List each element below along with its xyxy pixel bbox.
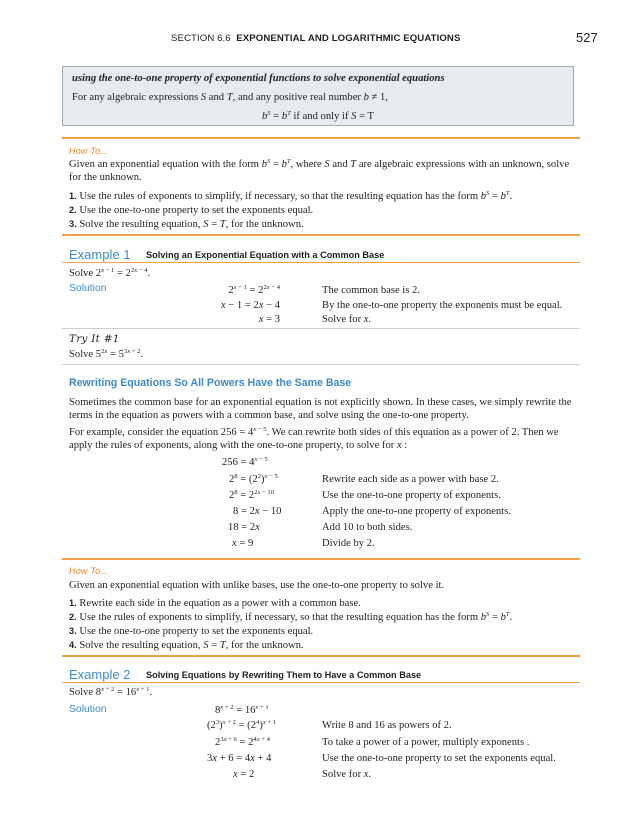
example1-row-1 (0, 284, 630, 298)
step-number: 1. (69, 598, 77, 608)
equation-note: To take a power of a power, multiply exponents . (322, 737, 530, 748)
equation-note: By the one-to-one property the exponents must be equal. (322, 300, 563, 311)
definition-title: using the one-to-one property of exponential functions to solve exponential equations (72, 73, 445, 84)
equation-note: Write 8 and 16 as powers of 2. (322, 720, 452, 731)
equation-note: Solve for x. (322, 769, 372, 780)
equation-note: Use the one-to-one property to set the exponents equal. (322, 753, 556, 764)
howto1-label: How To... (69, 146, 109, 156)
step-text: Rewrite each side in the equation as a power with a common base. (79, 598, 361, 609)
example2-row-4 (0, 752, 630, 766)
step-number: 1. (69, 191, 77, 201)
equation: x = 3 (258, 314, 280, 325)
example2-solution-label: Solution (69, 704, 107, 715)
equation: x = 2 (233, 769, 255, 780)
howto2-intro: Given an exponential equation with unlike bases, use the one-to-one property to solve it. (69, 580, 445, 591)
example1-title: Solving an Exponential Equation with a Common Base (146, 250, 385, 260)
howto1-bottom-rule (62, 234, 580, 236)
step-number: 2. (69, 612, 77, 622)
section-header (171, 33, 460, 44)
example2-rule (62, 682, 580, 683)
rewrite-row-2 (0, 473, 630, 487)
running-header (0, 30, 630, 47)
howto1-step-2 (69, 204, 579, 217)
equation: $(2^3)^{x + 2} = (2^4)^{x + 1}$ (207, 719, 277, 731)
example1-solution-label: Solution (69, 283, 107, 294)
equation-note: The common base is 2. (322, 285, 420, 296)
howto2-step-2: 2. Use the rules of exponents to simplify, if necessary, so that the resulting equation has the form $b^S = b^T$. (69, 611, 513, 623)
example2-row-5 (0, 768, 630, 782)
equation: x − 1 = 2x − 4 (220, 300, 280, 311)
step-text: Use the one-to-one property to set the exponents equal. (79, 205, 314, 216)
howto2-label: How To... (69, 566, 109, 576)
rewrite-row-4 (0, 505, 630, 519)
section-title: EXPONENTIAL AND LOGARITHMIC EQUATIONS (236, 33, 461, 44)
example2-row-3 (0, 736, 630, 750)
equation: $2^{3x + 6} = 2^{4x + 4}$ (215, 736, 270, 748)
paragraph-2: For example, consider the equation $256 = 4^{x - 5}$. We can rewrite both sides of this equation as a power of 2. Then we apply the rules of exponents, along with the one-to-one property, to solve for x : (69, 426, 559, 451)
paragraph-1: Sometimes the common base for an exponential equation is not explicitly shown. In these cases, we simply rewrite the terms in the equation as powers with a common base, and solve using the one-to-one property. (69, 397, 572, 421)
rewrite-row-3 (0, 489, 630, 503)
equation: 18 = 2x (228, 522, 260, 533)
equation: $2^8 = 2^{2x - 10}$ (229, 489, 275, 501)
page-number: 527 (576, 30, 598, 45)
example1-label: Example 1 (69, 247, 131, 262)
example2-row-2 (0, 719, 630, 733)
equation: 3x + 6 = 4x + 4 (207, 753, 272, 764)
equation-note: Add 10 to both sides. (322, 522, 413, 533)
example1-prompt: Solve $2^{x - 1} = 2^{2x - 4}$. (69, 267, 151, 279)
howto1-intro: Given an exponential equation with the form $b^S = b^T$, where S and T are algebraic expressions with an unknown, solve for the unknown. (69, 158, 570, 183)
equation: $8^{x + 2} = 16^{x + 1}$ (215, 704, 269, 716)
equation: $2^8 = (2^2)^{x - 5}$ (229, 473, 278, 485)
step-number: 2. (69, 205, 77, 215)
equation-note: Apply the one-to-one property of exponents. (322, 506, 511, 517)
howto2-step-3 (69, 625, 579, 638)
rewrite-row-1 (0, 456, 630, 470)
step-text: Use the one-to-one property to set the exponents equal. (79, 626, 314, 637)
example2-title: Solving Equations by Rewriting Them to Have a Common Base (146, 670, 422, 680)
howto1-top-rule (62, 137, 580, 139)
example2-label: Example 2 (69, 667, 131, 682)
example1-row-3 (0, 313, 630, 327)
equation-note: Rewrite each side as a power with base 2. (322, 474, 499, 485)
rewrite-row-5 (0, 521, 630, 535)
equation: 8 = 2x − 10 (233, 506, 282, 517)
step-number: 4. (69, 640, 77, 650)
definition-body: For any algebraic expressions S and T, and any positive real number b ≠ 1, (72, 92, 388, 103)
example2-prompt: Solve $8^{x + 2} = 16^{x + 1}$. (69, 686, 153, 698)
equation: x = 9 (232, 538, 254, 549)
equation-note: Solve for x. (322, 314, 372, 325)
rewrite-row-6 (0, 537, 630, 551)
example2-row-1 (0, 704, 630, 718)
equation-note: Divide by 2. (322, 538, 375, 549)
definition-equation: $b^S = b^T$ if and only if S = T (261, 110, 375, 122)
try-it-label: Try It #1 (69, 333, 120, 345)
equation: $256 = 4^{x - 5}$ (222, 456, 268, 468)
equation: $2^{x - 1} = 2^{2x - 4}$ (228, 284, 280, 296)
subsection-heading: Rewriting Equations So All Powers Have the Same Base (69, 377, 352, 389)
try-it-prompt: Solve $5^{2x} = 5^{3x + 2}$. (69, 348, 144, 360)
try-it-bottom-rule (62, 364, 580, 365)
howto2-step-4: 4. Solve the resulting equation, S = T, for the unknown. (69, 640, 304, 651)
howto2-step-1 (69, 597, 579, 610)
howto1-step-3: 3. Solve the resulting equation, S = T, for the unknown. (69, 219, 304, 230)
example1-rule (62, 262, 580, 263)
howto1-step-1: 1. Use the rules of exponents to simplify, if necessary, so that the resulting equation has the form $b^S = b^T$. (69, 190, 513, 202)
example1-bottom-rule (62, 328, 580, 329)
equation-note: Use the one-to-one property of exponents. (322, 490, 501, 501)
section-number: SECTION 6.6 (171, 33, 231, 44)
howto2-top-rule (62, 558, 580, 560)
step-number: 3. (69, 219, 77, 229)
example1-row-2 (0, 299, 630, 313)
definition-box (62, 66, 574, 126)
howto2-bottom-rule (62, 655, 580, 657)
step-number: 3. (69, 626, 77, 636)
